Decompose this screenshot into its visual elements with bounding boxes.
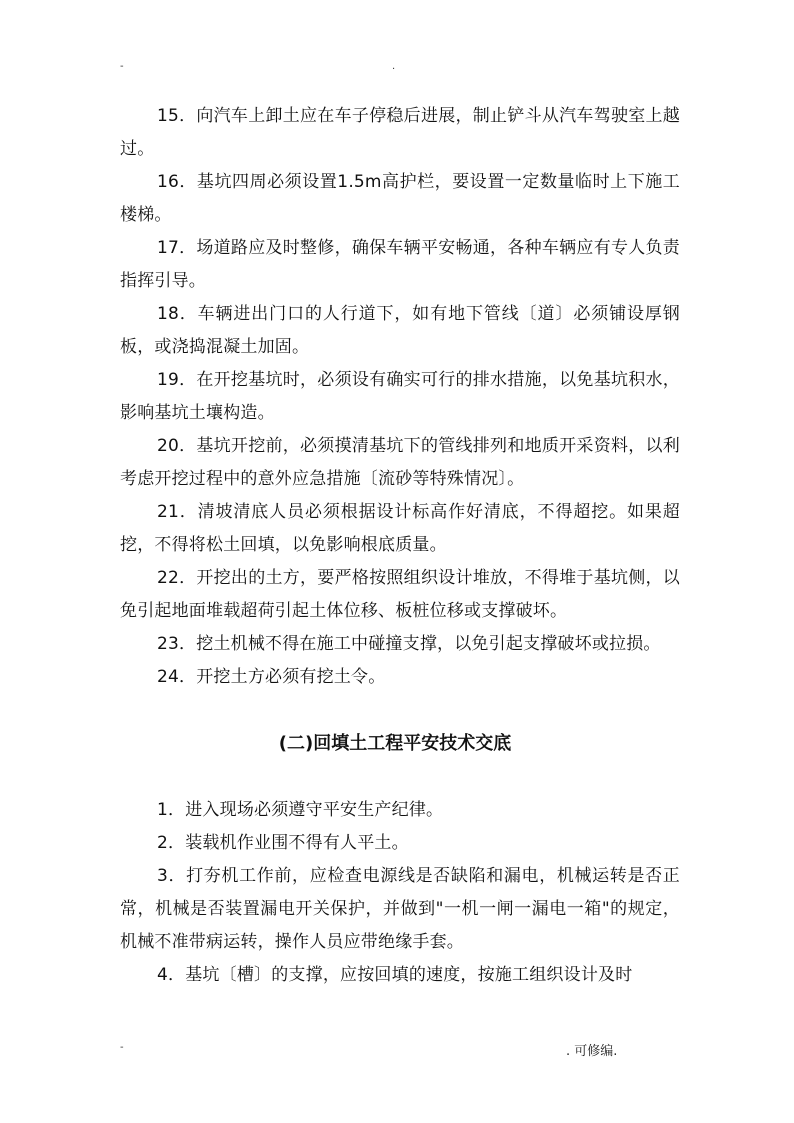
list-item: 2．装载机作业围不得有人平土。 bbox=[157, 833, 409, 853]
list-item: 3．打夯机工作前，应检查电源线是否缺陷和漏电，机械运转是否正常，机械是否装置漏电开关保护，并做到"一机一闸一漏电一箱"的规定，机械不准带病运转，操作人员应带绝缘手套。 bbox=[120, 866, 680, 952]
list-item: 15．向汽车上卸土应在车子停稳后进展，制止铲斗从汽车驾驶室上越过。 bbox=[120, 106, 680, 159]
list-item: 23．挖土机械不得在施工中碰撞支撑，以免引起支撑破坏或拉损。 bbox=[157, 634, 661, 654]
list-item: 18．车辆进出门口的人行道下，如有地下管线〔道〕必须铺设厚钢板，或浇捣混凝土加固。 bbox=[120, 304, 680, 357]
list-item: 21．清坡清底人员必须根据设计标高作好清底，不得超挖。如果超挖，不得将松土回填，以免影响根底质量。 bbox=[120, 502, 680, 555]
header-center-mark: . bbox=[392, 61, 396, 72]
list-item: 19．在开挖基坑时，必须设有确实可行的排水措施，以免基坑积水，影响基坑土壤构造。 bbox=[120, 370, 680, 423]
document-body bbox=[120, 100, 680, 992]
list-item: 20．基坑开挖前，必须摸清基坑下的管线排列和地质开采资料，以利考虑开挖过程中的意外应急措施〔流砂等特殊情况〕。 bbox=[120, 436, 680, 489]
footer-left-mark: - bbox=[120, 1042, 124, 1053]
section-title: (二)回填土工程平安技术交底 bbox=[278, 733, 512, 754]
list-item: 1．进入现场必须遵守平安生产纪律。 bbox=[157, 800, 444, 820]
footer-editable-note: . 可修编. bbox=[566, 1044, 618, 1059]
list-item: 16．基坑四周必须设置1.5m高护栏，要设置一定数量临时上下施工楼梯。 bbox=[120, 172, 680, 225]
list-item: 4．基坑〔槽〕的支撑，应按回填的速度，按施工组织设计及时 bbox=[157, 965, 633, 985]
list-item: 17．场道路应及时整修，确保车辆平安畅通，各种车辆应有专人负责指挥引导。 bbox=[120, 238, 680, 291]
list-item: 22．开挖出的土方，要严格按照组织设计堆放，不得堆于基坑侧，以免引起地面堆载超荷引起土体位移、板桩位移或支撑破坏。 bbox=[120, 568, 680, 621]
list-item: 24．开挖土方必须有挖土令。 bbox=[157, 667, 386, 687]
header-left-mark: - bbox=[120, 61, 124, 72]
